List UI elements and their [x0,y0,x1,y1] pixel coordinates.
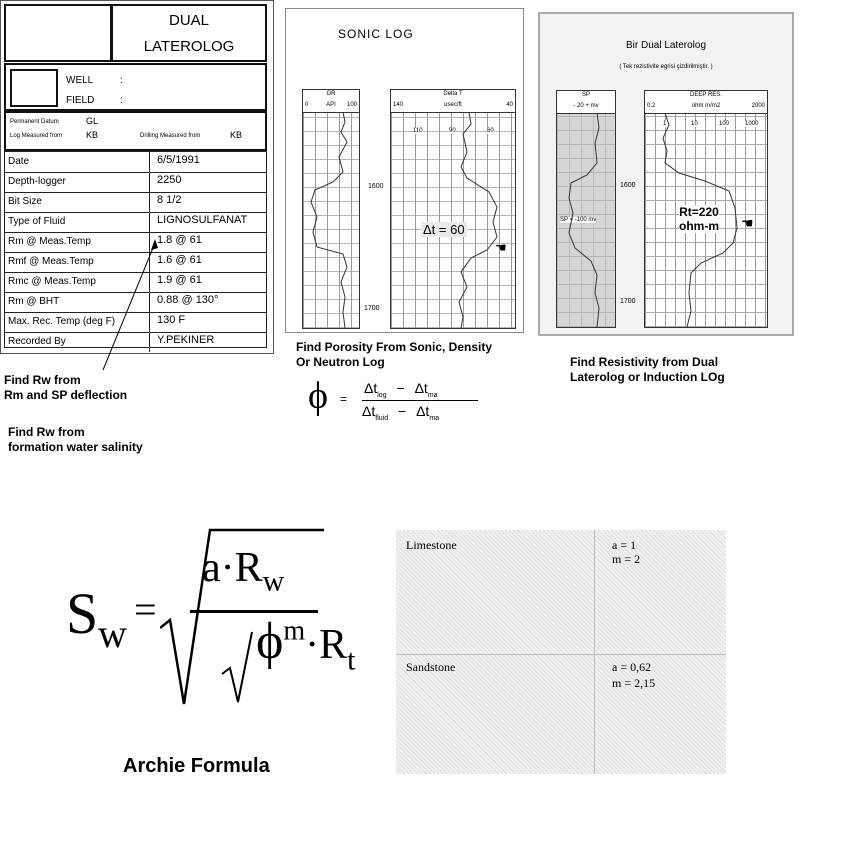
archie-rw-sub: w [262,564,285,598]
table-column-divider [594,530,595,774]
drilling-measured-label: Drilling Measured from [140,133,201,139]
archie-denominator [256,612,356,677]
log-measured-value: KB [86,130,99,140]
delta-t-unit: usec/ft [444,102,462,108]
lithology-table [396,530,726,774]
den-fluid-sub: fluid [375,414,389,422]
laterolog-title: Bir Dual Laterolog [625,40,707,51]
resistivity-caption [570,355,725,385]
row-value: LIGNOSULFANAT [157,214,248,226]
row-value: 2250 [157,174,182,186]
rw-pointer-arrow [95,235,165,375]
rw-sp-caption-line2: Rm and SP deflection [4,388,128,402]
rw-salinity-caption [8,425,143,455]
den-dt-ma: Δt [416,403,430,419]
archie-s: S [66,581,99,646]
rw-salinity-caption-line2: formation water salinity [8,440,143,454]
porosity-caption-line2: Or Neutron Log [296,355,385,369]
delta-t-header: Delta T [443,91,463,97]
permanent-datum-label: Permanent Datum [10,119,59,125]
sp-header: SP [581,92,590,98]
porosity-denominator [362,403,439,422]
table-row-limestone-name: Limestone [406,538,457,552]
num-ma-sub: ma [427,391,438,399]
row-value: 0.88 @ 130° [157,294,219,306]
gr-track [302,89,360,329]
table-row-divider [396,654,726,655]
well-box [4,63,267,111]
row-label: Rmf @ Meas.Temp [8,256,94,267]
table-row-sandstone-name: Sandstone [406,660,456,674]
res-tick-10: 10 [691,121,698,127]
den-minus: − [397,403,407,419]
row-bit-size [5,192,267,213]
num-dt-ma: Δt [414,380,428,396]
rt-unit: ohm-m [679,219,719,233]
row-value: 6/5/1991 [157,154,200,166]
delta-t-tick-c: 60 [487,128,494,134]
deep-res-min: 0.2 [647,103,656,109]
rw-sp-caption-line1: Find Rw from [4,373,81,387]
rw-salinity-caption-line1: Find Rw from [8,425,85,439]
gr-unit: API [326,102,336,108]
delta-t-annotation: Δt = 60 [423,222,465,237]
table-row-limestone-a: a = 1 [612,538,637,552]
row-label: Rm @ Meas.Temp [8,236,91,247]
sp-note: SP = -100 mv [560,217,597,223]
delta-t-track [390,89,516,329]
res-tick-1000: 1000 [745,121,759,127]
rt-value: Rt=220 [679,205,719,219]
den-ma-sub: ma [429,414,440,422]
delta-t-tick-b: 90 [449,128,456,134]
delta-t-right: 40 [506,102,513,108]
porosity-numerator [364,380,438,399]
row-value: 130 F [157,314,186,326]
porosity-fraction-bar [362,400,478,401]
pointing-hand-icon: ☚ [741,215,754,231]
row-date [5,152,267,173]
sonic-log-panel [285,8,524,333]
archie-w-sub: w [98,611,127,656]
table-row-sandstone-a: a = 0,62 [612,660,652,674]
row-value: 8 1/2 [157,194,182,206]
archie-m-sup: m [283,615,306,647]
delta-t-curve [391,112,515,328]
gr-header: GR [326,91,336,97]
delta-t-left: 140 [393,102,404,108]
archie-rt-sub: t [347,643,356,677]
num-dt-log: Δt [364,380,378,396]
res-tick-100: 100 [719,121,730,127]
table-row-limestone-m: m = 2 [612,552,641,566]
title-line1: DUAL [168,12,209,29]
laterolog-panel [538,12,794,336]
field-label: FIELD [66,95,95,106]
porosity-equals: = [340,392,348,406]
row-label: Bit Size [8,196,42,207]
res-tick-1: 1 [663,121,667,127]
den-dt-fluid: Δt [362,403,376,419]
row-label: Depth-logger [8,176,66,187]
logo-box [4,4,112,62]
gr-max: 100 [346,102,357,108]
sonic-log-title: SONIC LOG [338,27,414,41]
permanent-datum-value: GL [86,116,99,126]
sp-curve [557,113,615,327]
archie-formula [64,528,356,713]
row-label: Rm @ BHT [8,296,60,307]
deep-res-header: DEEP RES. [690,92,722,98]
archie-numerator [202,544,284,598]
row-value: Y.PEKINER [157,334,215,346]
porosity-caption [296,340,492,370]
delta-t-tick-a: 110 [413,128,423,134]
row-label: Date [8,156,30,167]
well-logo-box [10,69,58,107]
row-label: Max. Rec. Temp (deg F) [8,316,116,327]
log-measured-label: Log Measured from [10,133,63,139]
row-value: 1.9 @ 61 [157,274,202,286]
table-row-sandstone-m: m = 2,15 [612,676,656,690]
res-depth-1700: 1700 [620,298,636,305]
row-depth-logger [5,172,267,193]
pointing-hand-icon: ☚ [495,240,507,255]
archie-phi: ϕ [256,613,284,670]
sp-unit: - 20 + mv [573,103,599,109]
sonic-depth-1700: 1700 [364,305,380,312]
well-colon: : [120,75,123,86]
deep-res-track [644,90,768,328]
drilling-measured-value: KB [230,130,243,140]
row-label: Rmc @ Meas.Temp [8,276,96,287]
archie-equals: = [134,587,157,632]
datum-box [4,111,267,151]
sonic-depth-1600: 1600 [368,183,384,190]
deep-res-unit: ohm m/m2 [691,103,721,109]
porosity-caption-line1: Find Porosity From Sonic, Density [296,340,493,354]
gr-min: 0 [305,102,309,108]
res-depth-1600: 1600 [620,182,636,189]
rw-sp-caption [4,373,127,403]
row-fluid-type [5,212,267,233]
well-label: WELL [66,75,94,86]
row-value: 1.8 @ 61 [157,234,202,246]
row-value: 1.6 @ 61 [157,254,202,266]
deep-res-max: 2000 [751,103,765,109]
title-box [111,4,267,62]
field-colon: : [120,95,123,106]
archie-caption: Archie Formula [123,755,270,777]
num-minus: − [396,380,405,396]
sp-track [556,90,616,328]
row-label: Recorded By [8,336,66,347]
gr-curve [303,112,359,328]
archie-a-rw: a·R [202,545,263,591]
title-line2: LATEROLOG [143,38,235,55]
porosity-formula [308,375,488,430]
resistivity-caption-line2: Laterolog or Induction LOg [570,370,725,384]
laterolog-subtitle: ( Tek rezistivite egrisi çizdirilmiştir. ) [619,64,713,70]
row-label: Type of Fluid [8,216,66,227]
archie-rt: ·R [305,622,348,668]
num-log-sub: log [377,391,387,399]
resistivity-caption-line1: Find Resistivity from Dual [570,355,719,369]
porosity-phi: ϕ [308,375,329,417]
